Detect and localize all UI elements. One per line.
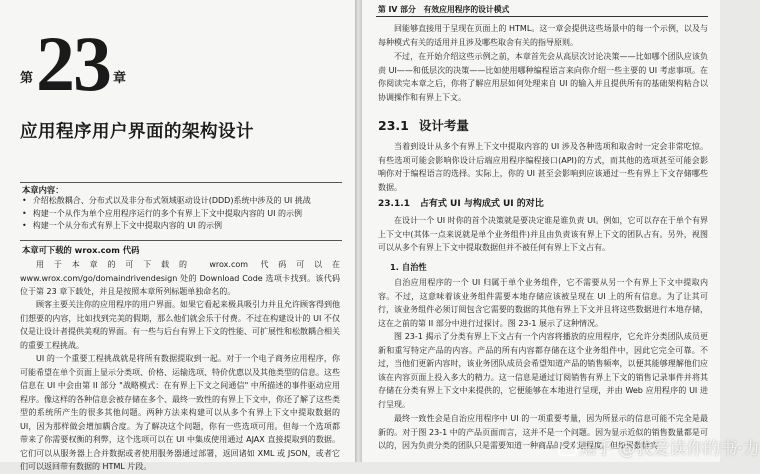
body-paragraph: 最终一致性会是自治应用程序中 UI 的一项重要考量，因为所显示的信息可能不完全是最新的。对于图 23-1 中的产品页面而言，这并不是一个问题。因为显示近似的销售数量都是可以的，因为负责分类的团队只是需要知道一种商品的受欢迎程度。但如果数据实 bbox=[378, 414, 708, 450]
section-number: 23.1 bbox=[378, 118, 409, 133]
section-title: 设计考量 bbox=[418, 118, 469, 133]
body-paragraph: 图 23-1 揭示了分类有界上下文占有一个内容将播放的应用程序，它允许分类团队成员更新和重写特定产品的内容。产品的所有内容都存储在这个业务组件中，因此它完全可靠。不过，当他们更新内容时，该业务团队成员会希望知道产品的销售频率，以便其能够理解他们应该在内容页面上投入多大的精力。这一信息是通过订阅销售有界上下文的销售记录事件并将其存储在分类有界上下文中来提供的，它便能够在本地进行呈现，并由 Web 应用程序的 UI 进行呈现。 bbox=[378, 332, 708, 409]
contents-heading: 本章内容： bbox=[22, 185, 64, 195]
body-paragraph: 顾客主要关注你的应用程序的用户界面。如果它看起来极具吸引力并且允许顾客得到他们想要的内容，比如找到完美的假期，那么他们就会乐于付费。不过在构建设计的 UI 不仅仅是让设计者提供美观的界面。有一些与后台有界上下文的性能、可扩展性和松散耦合相关的重要工程挑战。 bbox=[20, 300, 340, 350]
contents-item: • 构建一个从作为单个应用程序运行的多个有界上下文中提取内容的 UI 的示例 bbox=[22, 208, 342, 221]
subsection-heading bbox=[378, 196, 544, 209]
zhihu-logo-icon bbox=[558, 437, 577, 456]
watermark bbox=[558, 434, 760, 459]
chapter-title: 应用程序用户界面的架构设计 bbox=[20, 122, 254, 142]
watermark-text: 知乎 @我爱读你的书·力 bbox=[579, 439, 760, 459]
running-head: 第 IV 部分 有效应用程序的设计模式 bbox=[378, 5, 510, 14]
running-head-rule bbox=[376, 16, 708, 17]
contents-item: • 介绍松散耦合、分布式以及非分布式领域驱动设计(DDD)系统中涉及的 UI 挑战 bbox=[22, 195, 342, 208]
contents-item: • 构建一个从分布式有界上下文中提取内容的 UI 的示例 bbox=[22, 220, 342, 233]
right-page bbox=[362, 0, 720, 462]
chapter-prefix: 第 bbox=[20, 71, 34, 86]
contents-list bbox=[22, 195, 342, 233]
contents-top-rule bbox=[20, 182, 342, 183]
chapter-number-digits: 23 bbox=[36, 20, 111, 107]
download-heading: 本章可下载的 wrox.com 代码 bbox=[22, 245, 140, 255]
body-paragraph: 在设计一个 UI 时你的首个决策就是要决定谁是谁负责 UI。例如，它可以存在于单个有界上下文中(其体一点来说就是单个业务组件)并且由负责该有界上下文的团队占有。另外，视图可以从多个有界上下文中提取数据但并不被任何有界上下文占有。 bbox=[378, 216, 708, 252]
chapter-suffix: 章 bbox=[113, 71, 127, 86]
body-paragraph: 用于本章的可下载的 wrox.com 代码可以在 www.wrox.com/go/domaindrivendesign 处的 Download Code 选项卡找到。该代码位于第 23 章下载处，并且是按照本章所列标题单独命名的。 bbox=[20, 260, 340, 296]
subheading: 1. 自治性 bbox=[390, 262, 427, 272]
chapter-number bbox=[20, 20, 127, 107]
subsection-title: 占有式 UI 与构成式 UI 的对比 bbox=[419, 199, 544, 209]
body-paragraph: 不过，在开始介绍这些示例之前，本章首先会从高层次讨论决策——比如哪个团队应该负责 UI——和低层次的决策——比如使用哪种编程语言来向你介绍一些主要的 UI 考虑事项。在你阅读完本章之后，你将了解应用层如何处理来自 UI 的输入并且提供所有的基础架构粘合以协调操作和有界上下文。 bbox=[378, 52, 708, 102]
subsection-number: 23.1.1 bbox=[378, 199, 410, 209]
body-paragraph: UI 的一个重要工程挑战就是将所有数据提取到一起。对于一个电子商务应用程序，你可能希望在单个页面上显示分类项、价格、运输选项、特价优惠以及其他类型的信息。这些信息在 UI 中会由第 II 部分 "战略模式：在有界上下文之间通信" 中所描述的事件驱动应用程序。像这样的各种信息会被存储在多个、最终一致性的有界上下文中，你还了解了这些类型的系统所产生的很多其他问题。两种方法来构建可以从多个有界上下文中提取数据的 UI，因为那样做会增加耦合度。为了解决这个问题，你有一些选项可用。但每一个选项都带来了你需要权衡的利弊，这个选项可以在 UI 中集成使用通过 AJAX 直接提取到的数据。它们可以从服务器上合并数据或者使用服务器通过部署，返回诸如 XML 或 JSON，或者它们可以返回带有数据的 HTML 片段。 bbox=[20, 354, 340, 471]
body-paragraph: 回能够直接用于呈现在页面上的 HTML。这一章会提供这些场景中的每一个示例，以及与每种模式有关的适用并且涉及哪些取舍有关的指导原则。 bbox=[378, 24, 708, 47]
contents-bottom-rule bbox=[20, 240, 342, 241]
section-heading bbox=[378, 116, 469, 134]
body-paragraph: 自治应用程序的一个 UI 归属于单个业务组件，它不需要从另一个有界上下文中提取内容。不过，这意味着该业务组件需要本地存储应该被呈现在 UI 上的所有信息。为了让其可行，该业务组件必须订阅包含它需要的数据的其他有界上下文并且将这些数据进行本地存储，这在之前的第 II 部分中进行过探讨。图 23-1 展示了这种情况。 bbox=[378, 278, 708, 328]
body-paragraph: 当着到设计从多个有界上下文中提取内容的 UI 涉及各种选项和取舍时一定会非常吃惊。有些选项可能会影响你设计后端应用程序编程接口(API)的方式，而其他的选项甚至可能会影响你对于编程语言的选择。实际上，你的 UI 甚至会影响到应该通过一些有界上下文存储哪些数据。 bbox=[378, 142, 708, 192]
book-gutter bbox=[355, 0, 362, 462]
left-page bbox=[0, 0, 355, 471]
